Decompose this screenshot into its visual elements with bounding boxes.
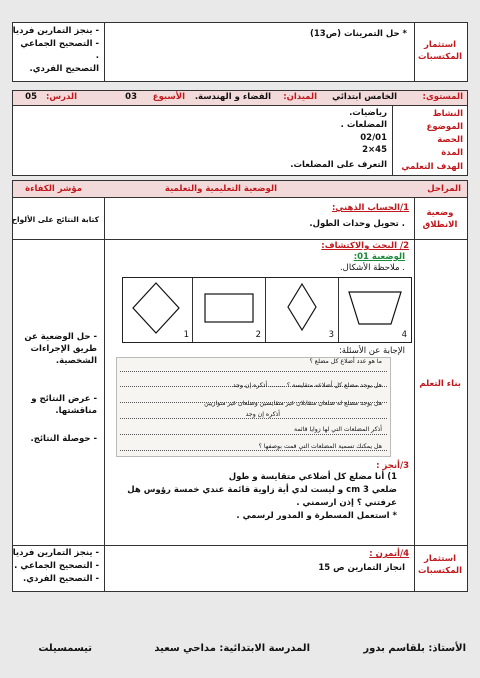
invest-indicator-1: - ينجز التمارين فرديا: [12, 548, 99, 558]
col-stages: المراحل: [427, 184, 461, 194]
info-value-activity: رياضيات.: [349, 108, 387, 118]
level-value: الخامس ابتدائي: [332, 92, 397, 102]
shape-number-2: 2: [255, 330, 261, 340]
field-label: الميدان:: [283, 92, 317, 102]
rectangle-shape: [197, 286, 261, 330]
invest-title: 4/أتمرن :: [369, 549, 409, 559]
question-5: هل يمكنك تسمية المضلعات التي قمت بوصفها ؟: [258, 443, 382, 450]
apply-line-4: * استعمل المسطرة و المدور لرسمي .: [236, 511, 397, 521]
shape-number-3: 3: [328, 330, 334, 340]
question-3b: أذكره إن وجد: [245, 411, 280, 418]
header-task: * حل التمرينات (ص13): [309, 29, 407, 39]
header-stage-label: استثمار المكتسبات: [417, 40, 463, 62]
info-label-goal: الهدف التعلمي: [401, 162, 463, 172]
info-block: [12, 90, 468, 176]
build-indicator-2: - عرض النتائج و مناقشتها.: [31, 394, 97, 416]
info-value-topic: المضلعات .: [340, 120, 387, 130]
info-label-activity: النشاط: [432, 109, 463, 119]
build-indicator-3: - حوصلة النتائج.: [30, 434, 97, 444]
question-4: أذكر المضلعات التي لها زوايا قائمة: [294, 426, 382, 433]
invest-indicator-3: - التصحيح الفردي.: [22, 574, 99, 584]
apply-line-2: ضلعي 3 cm و ليست لدي أية زاوية قائمة عندي خمسة رؤوس هل: [127, 485, 397, 495]
lesson-value: 05: [25, 92, 37, 102]
info-top-row: [13, 91, 467, 106]
build-title: 2/ البحث والاكتشاف:: [321, 241, 409, 251]
header-side-3: .: [95, 51, 99, 61]
col-situation: الوضعية التعليمية والتعلمية: [164, 184, 277, 194]
footer-teacher: الأستاذ: بلقاسم بدور: [363, 643, 466, 654]
footer-school: المدرسة الابتدائية: مداحي سعيد: [154, 643, 310, 654]
questions-excerpt: [116, 357, 391, 457]
answer-label: الإجابة عن الأسئلة:: [338, 346, 405, 356]
shapes-figure: [122, 277, 412, 343]
header-block: [12, 22, 468, 82]
launch-title: 1/الحساب الذهني:: [332, 203, 409, 213]
header-side-2: - التصحيح الجماعي: [20, 39, 99, 49]
launch-indicator: كتابة النتائج على الألواح: [11, 215, 99, 224]
launch-text: . تحويل وحدات الطول.: [309, 219, 405, 229]
field-value: الفضاء و الهندسة.: [194, 92, 271, 102]
info-label-topic: الموضوع: [426, 122, 463, 132]
apply-title: 3/أنجز :: [376, 461, 409, 471]
rhombus-shape: [270, 282, 334, 332]
build-stage: بناء التعلم: [419, 379, 461, 389]
build-indicator-1: - حل الوضعية عن طريق الإجراءات الشخصية.: [24, 332, 97, 366]
info-value-goal: التعرف على المضلعات.: [290, 160, 387, 170]
build-situation: الوضعية 01:: [353, 252, 405, 262]
question-1: ما هو عدد أضلاع كل مضلع ؟: [309, 358, 382, 365]
apply-line-3: عرفتني ؟ إذن ارسمني .: [296, 498, 397, 508]
question-3: هل يوجد مضلع له ضلعان متقابلان غير متقايسين وضلعان غير متوازيين: [204, 400, 382, 407]
question-2: هل يوجد مضلع كل أضلاعه متقايسة ؟ ........ أذكره إن وجد: [232, 382, 382, 389]
week-label: الأسبوع: [152, 92, 185, 102]
header-side-4: التصحيح الفردي.: [29, 64, 99, 74]
info-label-duration: المدة: [441, 148, 463, 158]
apply-line-1: 1) أنا مضلع كل أضلاعي متقايسة و طول: [228, 472, 397, 482]
trapezoid-shape: [343, 286, 407, 330]
lesson-table: [12, 180, 468, 592]
info-value-duration: 45×2: [362, 145, 387, 155]
week-value: 03: [125, 92, 137, 102]
info-value-session: 02/01: [360, 133, 387, 143]
build-note: . ملاحظة الأشكال.: [339, 263, 405, 273]
square-shape: [123, 280, 189, 336]
invest-stage: استثمار المكتسبات: [417, 554, 463, 576]
invest-text: انجاز التمارين ص 15: [318, 563, 405, 573]
lesson-label: الدرس:: [45, 92, 77, 102]
col-indicator: مؤشر الكفاءة: [25, 184, 82, 194]
launch-stage: وضعية الانطلاق: [422, 208, 458, 230]
header-side-1: - ينجز التمارين فرديا: [12, 26, 99, 36]
shape-number-4: 4: [401, 330, 407, 340]
shape-number-1: 1: [183, 330, 189, 340]
info-label-session: الحصة: [437, 135, 463, 145]
footer-city: تيسمسيلت: [38, 643, 92, 654]
invest-indicator-2: - التصحيح الجماعي .: [14, 561, 99, 571]
level-label: المستوى:: [422, 92, 463, 102]
